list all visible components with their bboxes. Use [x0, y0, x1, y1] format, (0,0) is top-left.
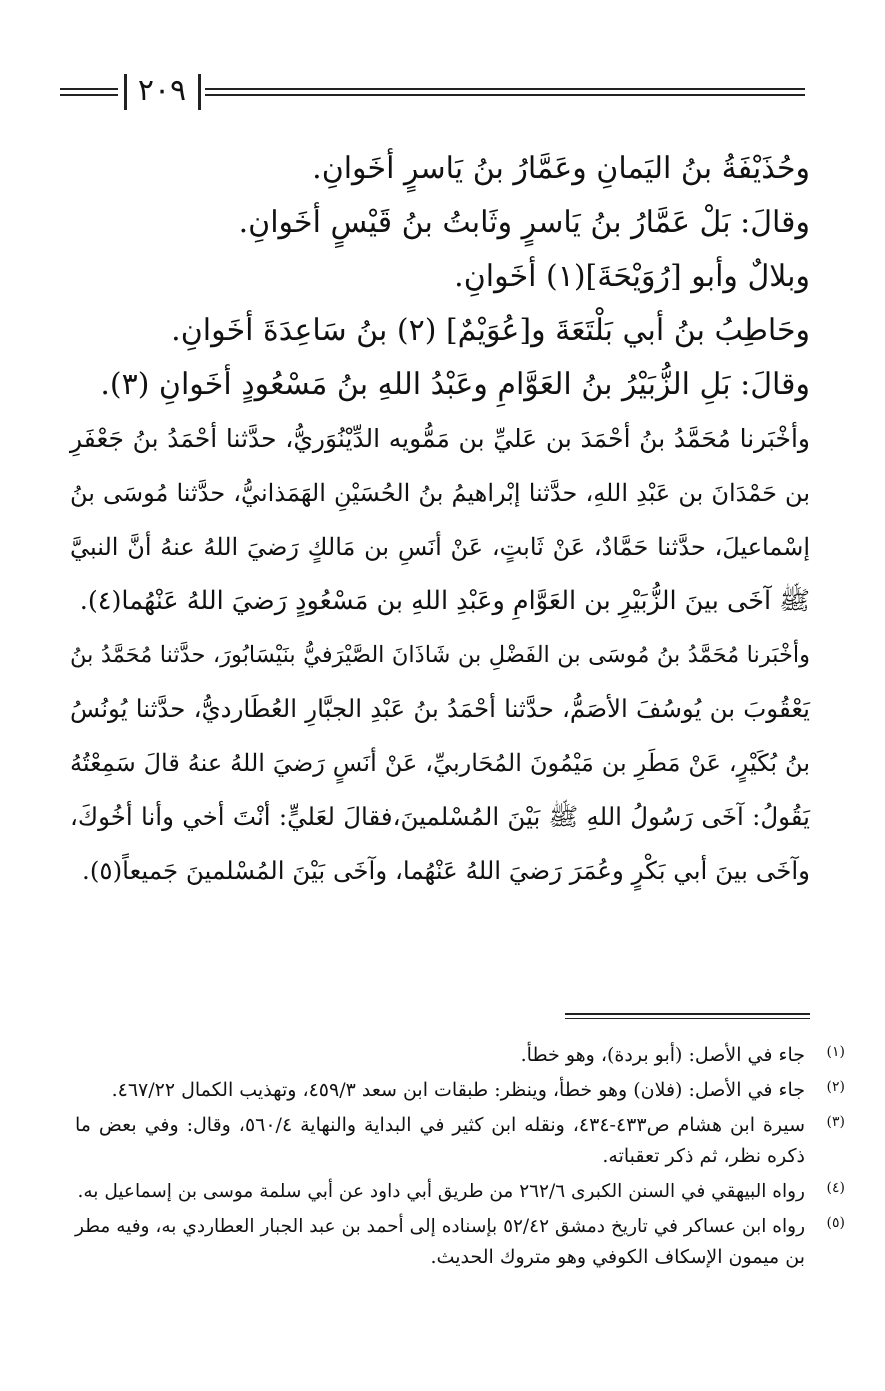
header-rule-right [205, 88, 805, 96]
footnote-text: ذكره نظر، ثم ذكر تعقباته. [602, 1145, 805, 1167]
footnote-separator [565, 1013, 810, 1019]
text-line: وآخَى بينَ أبي بَكْرٍ وعُمَرَ رَضيَ اللهُ عَنْهُما، وآخَى بَيْنَ المُسْلمينَ جَميعاً(٥). [82, 856, 810, 885]
footnote-text: رواه ابن عساكر في تاريخ دمشق ٥٢/٤٢ بإسناده إلى أحمد بن عبد الجبار العطاردي به، وفيه مطر [75, 1216, 806, 1237]
text-line: وحَاطِبُ بنُ أبي بَلْتَعَةَ و[عُوَيْمٌ] (٢) بنُ سَاعِدَةَ أخَوانِ. [171, 313, 810, 348]
footnote-text: سيرة ابن هشام ص٤٣٣-٤٣٤، ونقله ابن كثير في البداية والنهاية ٥٦٠/٤، وقال: وفي بعض ما [75, 1114, 806, 1136]
text-line: ﷺ آخَى بينَ الزُّبَيْرِ بن العَوَّامِ وعَبْدِ اللهِ بن مَسْعُودٍ رَضيَ اللهُ عَنْهُما(٤). [79, 586, 810, 616]
header-bar-left [124, 74, 127, 110]
text-line: وأخْبَرنا مُحَمَّدُ بنُ مُوسَى بن الفَضْلِ بن شَاذَانَ الصَّيْرَفيُّ بنَيْسَابُورَ، حدَّثنا مُحَمَّدُ بنُ [70, 642, 810, 668]
footnote [75, 1110, 845, 1172]
text-line: وأخْبَرنا مُحَمَّدُ بنُ أحْمَدَ بن عَليِّ بن مَمُّويه الدِّيْنُوَريُّ، حدَّثنا أحْمَدُ بنُ جَعْفَرِ [70, 424, 810, 453]
text-line: يَقُولُ: آخَى رَسُولُ اللهِ ﷺ بَيْنَ المُسْلمينَ،فقالَ لعَليٍّ: أنْتَ أخي وأنا أخُوكَ، [70, 802, 810, 831]
footnote-text: جاء في الأصل: (أبو بردة)، وهو خطأ. [520, 1044, 805, 1066]
footnotes [75, 1040, 845, 1277]
text-line: وقالَ: بَلْ عَمَّارُ بنُ يَاسرٍ وثَابتُ بنُ قَيْسٍ أخَوانِ. [238, 205, 810, 240]
text-line: بنُ بُكَيْرٍ، عَنْ مَطَرِ بن مَيْمُونَ المُحَاربيِّ، عَنْ أنَسٍ رَضيَ اللهُ عنهُ قالَ سَمِعْتُهُ [70, 749, 810, 777]
main-text [70, 142, 810, 898]
footnote [75, 1075, 845, 1106]
text-line: وقالَ: بَلِ الزُّبَيْرُ بنُ العَوَّامِ وعَبْدُ اللهِ بنُ مَسْعُودٍ أخَوانِ (٣). [100, 367, 810, 402]
text-line: وبلالٌ وأبو [رُوَيْحَةَ](١) أخَوانِ. [454, 259, 810, 294]
footnote-number: (٥) [826, 1215, 845, 1231]
text-line: إسْماعيلَ، حدَّثنا حَمَّادٌ، عَنْ ثَابتٍ، عَنْ أنَسِ بن مَالكٍ رَضيَ اللهُ عنهُ أنَّ النبيَّ [70, 533, 810, 561]
page-number: ٢٠٩ [137, 73, 187, 108]
footnote-number: (٢) [826, 1079, 845, 1095]
header-rule-left [60, 88, 118, 96]
footnote-text: بن ميمون الإسكاف الكوفي وهو متروك الحديث. [430, 1246, 805, 1268]
text-line: بن حَمْدَانَ بن عَبْدِ اللهِ، حدَّثنا إبْراهيمُ بنُ الحُسَيْنِ الهَمَذانيُّ، حدَّثنا مُوسَى بنُ [70, 479, 810, 507]
text-line: يَعْقُوبَ بن يُوسُفَ الأصَمُّ، حدَّثنا أحْمَدُ بنُ عَبْدِ الجبَّارِ العُطَارديُّ، حدَّثنا يُونُسُ [70, 694, 810, 723]
text-line: وحُذَيْفَةُ بنُ اليَمانِ وعَمَّارُ بنُ يَاسرٍ أخَوانِ. [312, 151, 810, 186]
footnote [75, 1211, 845, 1273]
footnote-number: (٣) [826, 1114, 845, 1130]
footnote-number: (١) [826, 1044, 845, 1060]
footnote-number: (٤) [826, 1180, 845, 1196]
footnote [75, 1040, 845, 1071]
footnote-text: رواه البيهقي في السنن الكبرى ٢٦٢/٦ من طريق أبي داود عن أبي سلمة موسى بن إسماعيل به. [77, 1181, 805, 1202]
header-bar-right [198, 74, 201, 110]
running-header [60, 70, 805, 114]
footnote-text: جاء في الأصل: (فلان) وهو خطأ، وينظر: طبقات ابن سعد ٤٥٩/٣، وتهذيب الكمال ٤٦٧/٢٢. [111, 1079, 805, 1101]
footnote [75, 1176, 845, 1207]
